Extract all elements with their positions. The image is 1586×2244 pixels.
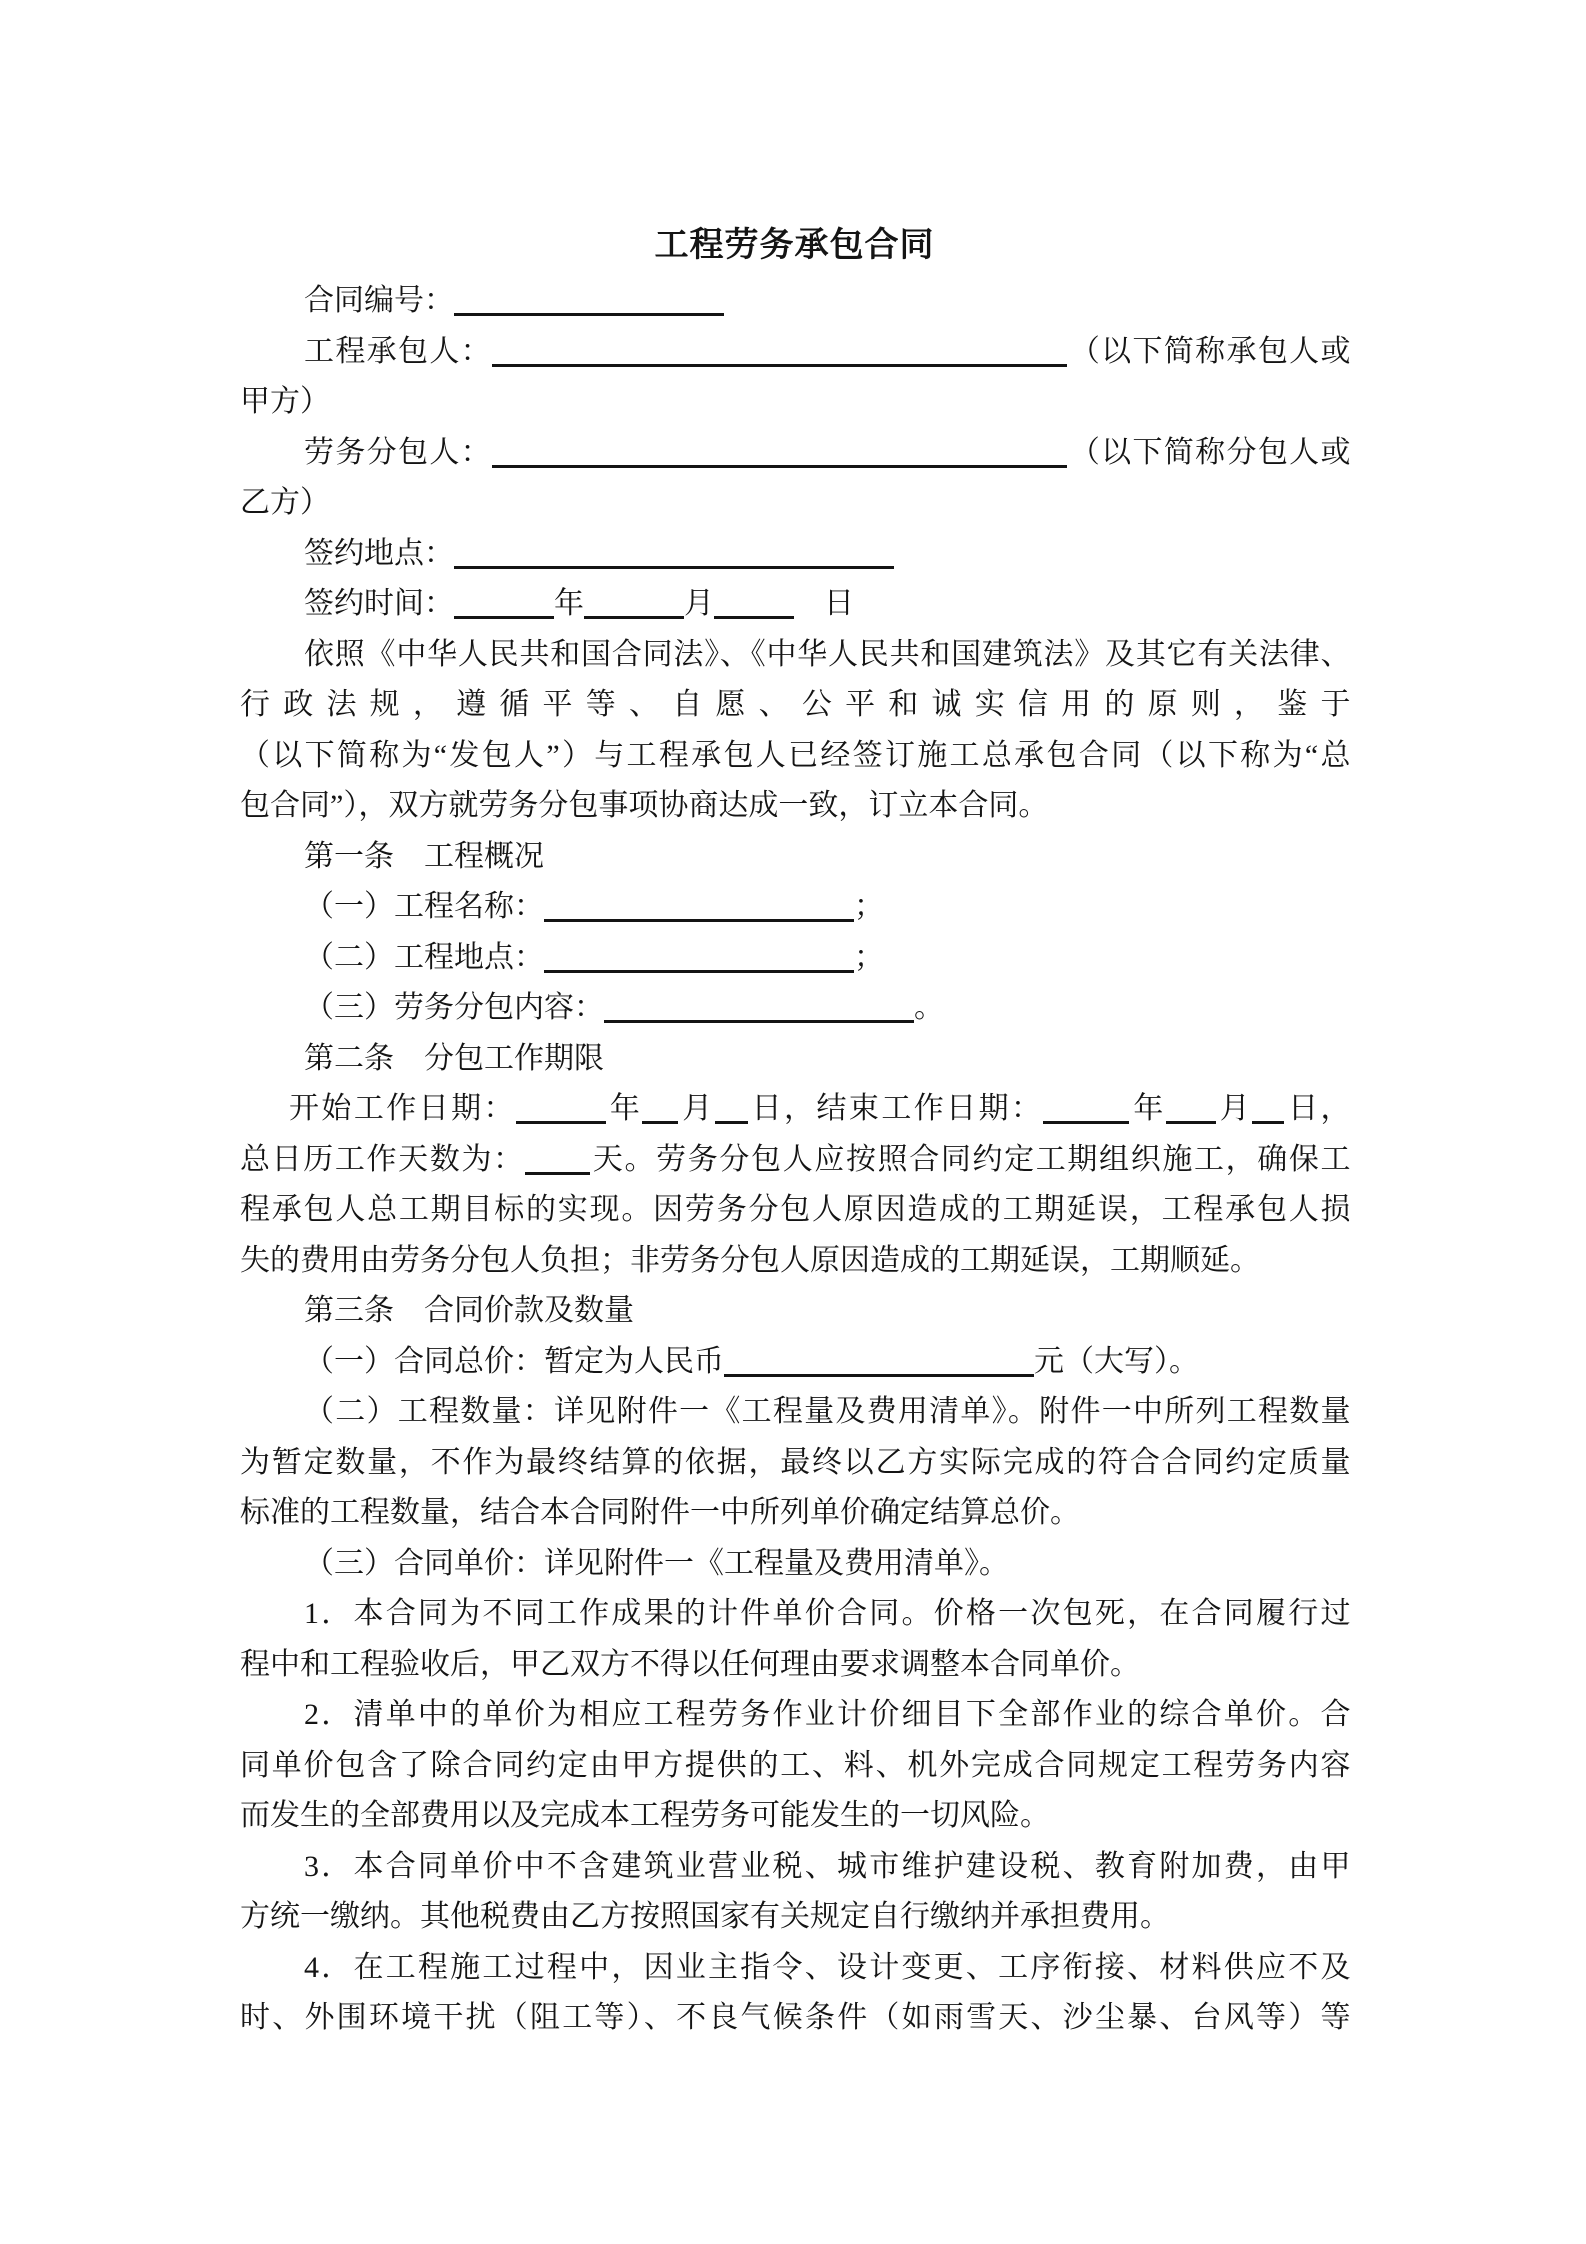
doc-line: [240, 1286, 1349, 1337]
text-run: 年: [605, 1092, 643, 1125]
text-run: 程中和工程验收后，甲乙双方不得以任何理由要求调整本合同单价。: [240, 1647, 1140, 1681]
text-run: 而发生的全部费用以及完成本工程劳务可能发生的一切风险。: [240, 1799, 1050, 1832]
doc-line: [240, 832, 1349, 883]
text-run: （以下简称为“发包人”）与工程承包人已经签订施工总承包合同（以下称为“总: [240, 738, 1349, 772]
text-run: 第三条 合同价款及数量: [304, 1294, 634, 1327]
blank-underline-field: [715, 1091, 748, 1124]
doc-line: [240, 579, 1349, 630]
text-run: 月: [684, 587, 714, 620]
doc-line: [240, 1943, 1349, 1994]
blank-underline-field: [492, 435, 1067, 468]
text-run: 4．在工程施工过程中，因业主指令、设计变更、工序衔接、材料供应不及: [304, 1950, 1349, 1984]
text-run: 行政法规，遵循平等、自愿、公平和诚实信用的原则，鉴于: [240, 688, 1349, 721]
doc-line: [240, 428, 1349, 479]
text-run: 1．本合同为不同工作成果的计件单价合同。价格一次包死，在合同履行过: [304, 1597, 1349, 1630]
text-run: 第一条 工程概况: [304, 839, 544, 873]
text-run: 包合同”），双方就劳务分包事项协商达成一致，订立本合同。: [240, 789, 1049, 822]
document-title: 工程劳务承包合同: [654, 227, 935, 264]
text-run: 月: [678, 1092, 715, 1125]
doc-line: [240, 1791, 1349, 1842]
text-run: 程承包人总工期目标的实现。因劳务分包人原因造成的工期延误，工程承包人损: [240, 1193, 1349, 1226]
blank-underline-field: [525, 1142, 590, 1175]
doc-line: [240, 1337, 1349, 1388]
doc-line: [240, 1034, 1349, 1085]
text-run: 元（大写）。: [1034, 1344, 1199, 1378]
text-run: （以下简称承包人或: [1067, 334, 1349, 368]
doc-line: [240, 529, 1349, 580]
text-run: 。: [914, 991, 944, 1024]
doc-line: [240, 1236, 1349, 1287]
text-run: 乙方）: [240, 486, 330, 519]
doc-line: [240, 1135, 1349, 1186]
doc-line: [240, 933, 1349, 984]
text-run: （三）合同单价：详见附件一《工程量及费用清单》。: [304, 1546, 1009, 1580]
blank-underline-field: [544, 889, 854, 922]
doc-line: [240, 1589, 1349, 1640]
doc-line: [240, 327, 1349, 378]
text-run: （一）合同总价：暂定为人民币: [304, 1344, 724, 1378]
text-run: 年: [1129, 1092, 1166, 1125]
doc-line: [240, 1387, 1349, 1438]
doc-line: [240, 781, 1349, 832]
text-run: 为暂定数量，不作为最终结算的依据，最终以乙方实际完成的符合合同约定质量: [240, 1445, 1349, 1479]
doc-line: [240, 1690, 1349, 1741]
doc-line: [240, 1741, 1349, 1792]
text-run: 劳务分包人：: [304, 435, 492, 469]
text-run: 年: [554, 587, 584, 620]
text-run: 时、外围环境干扰（阻工等）、不良气候条件（如雨雪天、沙尘暴、台风等）等: [240, 2001, 1349, 2034]
text-run: 总日历工作天数为：: [240, 1142, 525, 1176]
text-run: （三）劳务分包内容：: [304, 991, 604, 1024]
blank-underline-field: [454, 536, 894, 569]
blank-underline-field: [454, 283, 724, 316]
text-run: 日，结束工作日期：: [747, 1092, 1044, 1125]
blank-underline-field: [714, 586, 794, 619]
text-run: ；: [854, 940, 884, 974]
blank-underline-field: [584, 586, 684, 619]
text-run: 3．本合同单价中不含建筑业营业税、城市维护建设税、教育附加费，由甲: [304, 1849, 1349, 1883]
doc-line: [240, 377, 1349, 428]
doc-line: [240, 1539, 1349, 1590]
text-run: （二）工程地点：: [304, 940, 544, 974]
blank-underline-field: [1043, 1091, 1129, 1124]
doc-line: [240, 478, 1349, 529]
text-run: 日: [794, 587, 854, 620]
contract-body: [240, 276, 1349, 2044]
blank-underline-field: [492, 334, 1067, 367]
doc-line: [240, 630, 1349, 681]
blank-underline-field: [454, 586, 554, 619]
text-run: 依照《中华人民共和国合同法》、《中华人民共和国建筑法》及其它有关法律、: [304, 637, 1349, 671]
text-run: （二）工程数量：详见附件一《工程量及费用清单》。附件一中所列工程数量: [304, 1395, 1349, 1428]
text-run: 日，: [1284, 1092, 1350, 1125]
blank-underline-field: [544, 940, 854, 973]
doc-line: [240, 1438, 1349, 1489]
text-run: 第二条 分包工作期限: [304, 1041, 604, 1075]
text-run: 合同编号：: [304, 284, 454, 317]
blank-underline-field: [604, 990, 914, 1023]
doc-line: [240, 276, 1349, 327]
text-run: （一）工程名称：: [304, 890, 544, 923]
doc-line: [240, 983, 1349, 1034]
blank-underline-field: [724, 1344, 1034, 1377]
doc-line: [240, 1640, 1349, 1691]
text-run: 方统一缴纳。其他税费由乙方按照国家有关规定自行缴纳并承担费用。: [240, 1900, 1170, 1933]
doc-line: [240, 1185, 1349, 1236]
text-run: （以下简称分包人或: [1067, 435, 1349, 469]
text-run: 签约时间：: [304, 587, 454, 620]
text-run: 标准的工程数量，结合本合同附件一中所列单价确定结算总价。: [240, 1496, 1080, 1529]
text-run: 工程承包人：: [304, 334, 492, 368]
doc-line: [240, 1488, 1349, 1539]
blank-underline-field: [1252, 1091, 1284, 1124]
text-run: 失的费用由劳务分包人负担；非劳务分包人原因造成的工期延误，工期顺延。: [240, 1243, 1260, 1277]
doc-line: [240, 680, 1349, 731]
text-run: 同单价包含了除合同约定由甲方提供的工、料、机外完成合同规定工程劳务内容: [240, 1748, 1349, 1782]
doc-line: [240, 1084, 1349, 1135]
text-run: 甲方）: [240, 385, 330, 418]
text-run: 月: [1215, 1092, 1253, 1125]
text-run: ；: [854, 890, 884, 923]
text-run: 签约地点：: [304, 536, 454, 570]
blank-underline-field: [516, 1091, 606, 1124]
text-run: 2．清单中的单价为相应工程劳务作业计价细目下全部作业的综合单价。合: [304, 1698, 1349, 1731]
text-run: 天。劳务分包人应按照合同约定工期组织施工，确保工: [589, 1142, 1350, 1176]
doc-line: [240, 731, 1349, 782]
doc-line: [240, 1892, 1349, 1943]
text-run: 开始工作日期：: [289, 1092, 516, 1125]
doc-line: [240, 1842, 1349, 1893]
blank-underline-field: [642, 1091, 678, 1124]
doc-line: [240, 882, 1349, 933]
doc-line: [240, 1993, 1349, 2044]
blank-underline-field: [1166, 1091, 1216, 1124]
